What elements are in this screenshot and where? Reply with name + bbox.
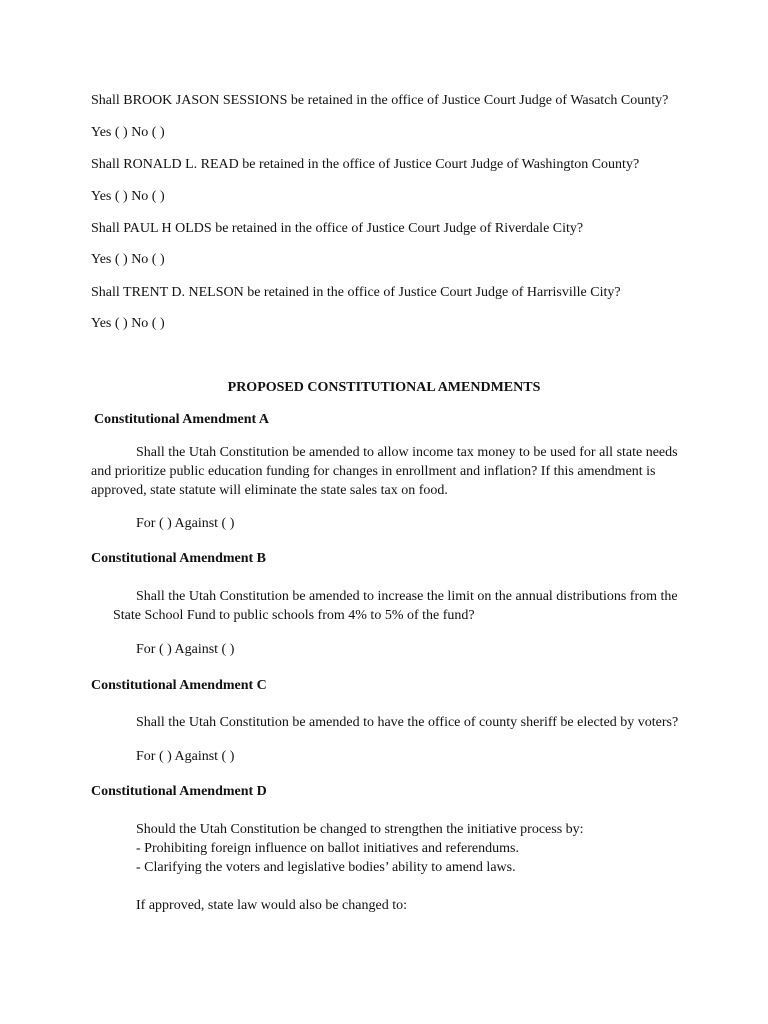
section-heading: PROPOSED CONSTITUTIONAL AMENDMENTS bbox=[227, 380, 541, 395]
retention-options-read[interactable]: Yes ( ) No ( ) bbox=[91, 189, 165, 204]
amendment-b-text-line-2: State School Fund to public schools from 4% to 5% of the fund? bbox=[113, 608, 475, 623]
amendment-a-options[interactable]: For ( ) Against ( ) bbox=[136, 516, 235, 531]
retention-question-read: Shall RONALD L. READ be retained in the office of Justice Court Judge of Washington County? bbox=[91, 157, 640, 172]
retention-options-nelson[interactable]: Yes ( ) No ( ) bbox=[91, 316, 165, 331]
amendment-c-options[interactable]: For ( ) Against ( ) bbox=[136, 749, 235, 764]
retention-options-olds[interactable]: Yes ( ) No ( ) bbox=[91, 252, 165, 267]
amendment-a-text-line-1: Shall the Utah Constitution be amended to allow income tax money to be used for all state needs bbox=[136, 445, 678, 460]
amendment-b-options[interactable]: For ( ) Against ( ) bbox=[136, 642, 235, 657]
amendment-d-title: Constitutional Amendment D bbox=[91, 784, 267, 799]
amendment-d-text-line-1: Should the Utah Constitution be changed to strengthen the initiative process by: bbox=[136, 822, 584, 837]
amendment-a-text-line-2: and prioritize public education funding for changes in enrollment and inflation? If this amendment is bbox=[91, 464, 656, 479]
amendment-c-title: Constitutional Amendment C bbox=[91, 678, 267, 693]
amendment-c-text-line-1: Shall the Utah Constitution be amended to have the office of county sheriff be elected by voters? bbox=[136, 715, 679, 730]
retention-question-olds: Shall PAUL H OLDS be retained in the office of Justice Court Judge of Riverdale City? bbox=[91, 221, 584, 236]
amendment-d-bullet-1: - Prohibiting foreign influence on ballot initiatives and referendums. bbox=[136, 841, 519, 856]
amendment-a-title: Constitutional Amendment A bbox=[94, 412, 270, 427]
retention-options-sessions[interactable]: Yes ( ) No ( ) bbox=[91, 125, 165, 140]
retention-question-nelson: Shall TRENT D. NELSON be retained in the office of Justice Court Judge of Harrisville City? bbox=[91, 285, 621, 300]
amendment-d-bullet-2: - Clarifying the voters and legislative bodies’ ability to amend laws. bbox=[136, 860, 516, 875]
amendment-b-title: Constitutional Amendment B bbox=[91, 551, 267, 566]
amendment-b-text-line-1: Shall the Utah Constitution be amended to increase the limit on the annual distributions from the bbox=[136, 589, 678, 604]
amendment-a-text-line-3: approved, state statute will eliminate the state sales tax on food. bbox=[91, 483, 448, 498]
retention-question-sessions: Shall BROOK JASON SESSIONS be retained in the office of Justice Court Judge of Wasatch County? bbox=[91, 93, 669, 108]
amendment-d-followup: If approved, state law would also be changed to: bbox=[136, 898, 407, 913]
